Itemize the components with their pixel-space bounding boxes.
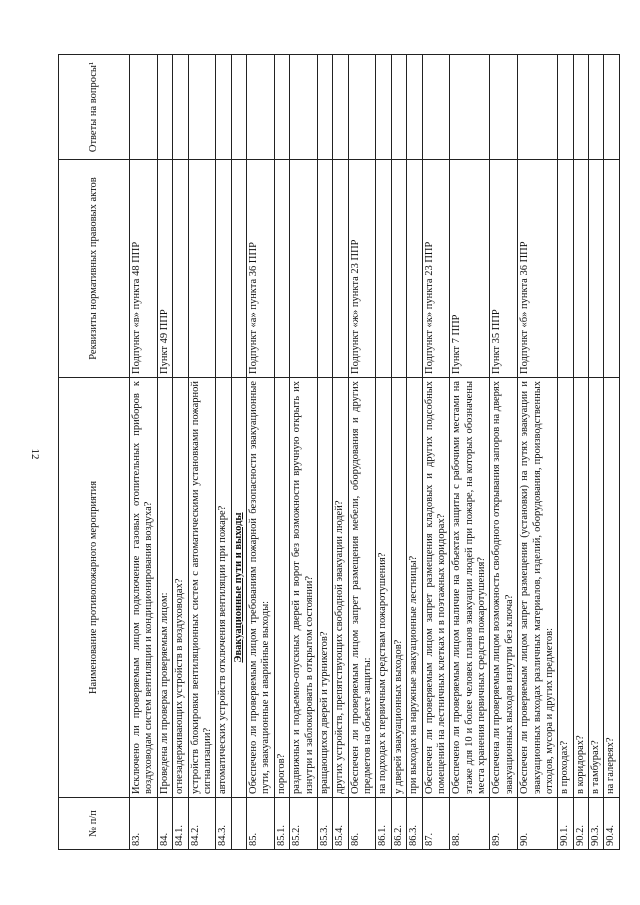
table-row: [173, 55, 188, 850]
row-requisites: [216, 160, 231, 378]
row-answer-cell[interactable]: [407, 55, 422, 160]
header-name: Наименование противопожарного мероприятия: [59, 378, 130, 798]
row-requisites: Подпункт «в» пункта 48 ППР: [130, 160, 158, 378]
table-row: [518, 55, 558, 850]
document-table-wrapper: [58, 55, 617, 850]
row-requisites: Подпункт «ж» пункта 23 ППР: [348, 160, 376, 378]
table-row: [422, 55, 450, 850]
row-requisites: Пункт 49 ППР: [157, 160, 172, 378]
row-answer-cell[interactable]: [518, 55, 558, 160]
row-answer-cell[interactable]: [589, 55, 604, 160]
row-measure: огнезадерживающих устройств в воздуховодах?: [173, 378, 188, 798]
row-requisites: [558, 160, 573, 378]
row-number: 85.1.: [274, 798, 289, 850]
row-measure: в коридорах?: [573, 378, 588, 798]
row-measure: на подходах к первичным средствам пожаротушения?: [376, 378, 391, 798]
row-number: [231, 798, 246, 850]
row-requisites: Подпункт «б» пункта 36 ППР: [518, 160, 558, 378]
row-measure: устройств блокировки вентиляционных систем с автоматическими установками пожарной сигнализации?: [188, 378, 216, 798]
row-number: 90.1.: [558, 798, 573, 850]
table-row: [333, 55, 348, 850]
row-number: 88.: [450, 798, 490, 850]
table-row: [157, 55, 172, 850]
row-requisites: Пункт 35 ППР: [490, 160, 518, 378]
row-number: 85.2.: [290, 798, 318, 850]
row-number: 86.2.: [391, 798, 406, 850]
row-measure: Обеспечен ли проверяемым лицом запрет размещения (установки) на путях эвакуации и эвакуационных выходах различных материалов, изделий, оборудования, производственных отходов, мусора и других предметов:: [518, 378, 558, 798]
row-answer-cell[interactable]: [333, 55, 348, 160]
row-answer-cell[interactable]: [173, 55, 188, 160]
row-number: 84.1.: [173, 798, 188, 850]
row-measure: в тамбурах?: [589, 378, 604, 798]
row-measure: Исключено ли проверяемым лицом подключение газовых отопительных приборов к воздуховодам систем вентиляции и кондиционирования воздуха?: [130, 378, 158, 798]
row-requisites: [604, 160, 619, 378]
row-number: 83.: [130, 798, 158, 850]
row-measure: Обеспечено ли проверяемым лицом требованиям пожарной безопасности эвакуационные пути, эвакуационные и аварийные выходы:: [247, 378, 275, 798]
row-number: 89.: [490, 798, 518, 850]
table-row: [188, 55, 216, 850]
row-measure: порогов?: [274, 378, 289, 798]
row-measure: Обеспечено ли проверяемым лицом наличие на объектах защиты с рабочими местами на этаже для 10 и более человек планов эвакуации людей при пожаре, на которых обозначены места хранения первичных средств пожаротушения?: [450, 378, 490, 798]
row-number: 90.3.: [589, 798, 604, 850]
table-row: [130, 55, 158, 850]
row-number: 90.2.: [573, 798, 588, 850]
table-row: [558, 55, 573, 850]
row-measure: при выходах на наружные эвакуационные лестницы?: [407, 378, 422, 798]
row-measure: вращающихся дверей и турникетов?: [317, 378, 332, 798]
row-number: 90.: [518, 798, 558, 850]
row-measure: на галереях?: [604, 378, 619, 798]
row-measure: Проведена ли проверка проверяемым лицом:: [157, 378, 172, 798]
row-requisites: [407, 160, 422, 378]
header-requisites: Реквизиты нормативных правовых актов: [59, 160, 130, 378]
table-header-row: [59, 55, 130, 850]
row-requisites: [333, 160, 348, 378]
row-answer-cell[interactable]: [231, 55, 246, 160]
row-number: 85.3.: [317, 798, 332, 850]
row-requisites: [173, 160, 188, 378]
row-answer-cell[interactable]: [422, 55, 450, 160]
row-answer-cell[interactable]: [188, 55, 216, 160]
table-row: [391, 55, 406, 850]
row-number: 90.4.: [604, 798, 619, 850]
row-answer-cell[interactable]: [376, 55, 391, 160]
row-number: 87.: [422, 798, 450, 850]
row-answer-cell[interactable]: [290, 55, 318, 160]
table-body: [130, 55, 620, 850]
row-answer-cell[interactable]: [130, 55, 158, 160]
row-requisites: [274, 160, 289, 378]
page-number: 12: [29, 448, 41, 460]
inspection-table: [58, 54, 620, 850]
row-answer-cell[interactable]: [604, 55, 619, 160]
table-row: [348, 55, 376, 850]
table-row: [247, 55, 275, 850]
row-requisites: Подпункт «к» пункта 23 ППР: [422, 160, 450, 378]
table-row: [573, 55, 588, 850]
row-number: 84.2.: [188, 798, 216, 850]
row-requisites: [376, 160, 391, 378]
row-measure: у дверей эвакуационных выходов?: [391, 378, 406, 798]
row-measure: раздвижных и подъемно-опускных дверей и ворот без возможности вручную открыть их изнутри и заблокировать в открытом состоянии?: [290, 378, 318, 798]
row-answer-cell[interactable]: [317, 55, 332, 160]
row-requisites: [290, 160, 318, 378]
row-requisites: [573, 160, 588, 378]
table-row: [490, 55, 518, 850]
row-answer-cell[interactable]: [450, 55, 490, 160]
table-row: [604, 55, 619, 850]
row-measure: Обеспечен ли проверяемым лицом запрет размещения кладовых и других подсобных помещений на лестничных клетках и в поэтажных коридорах?: [422, 378, 450, 798]
row-answer-cell[interactable]: [573, 55, 588, 160]
row-requisites: Подпункт «а» пункта 36 ППР: [247, 160, 275, 378]
table-row: [274, 55, 289, 850]
row-measure: других устройств, препятствующих свободной эвакуации людей?: [333, 378, 348, 798]
table-row: [407, 55, 422, 850]
row-answer-cell[interactable]: [348, 55, 376, 160]
row-number: 86.: [348, 798, 376, 850]
header-num: № п/п: [59, 798, 130, 850]
header-answers: Ответы на вопросы¹: [59, 55, 130, 160]
table-row: [317, 55, 332, 850]
row-number: 85.4.: [333, 798, 348, 850]
row-answer-cell[interactable]: [157, 55, 172, 160]
row-requisites: Пункт 7 ППР: [450, 160, 490, 378]
row-answer-cell[interactable]: [247, 55, 275, 160]
row-requisites: [188, 160, 216, 378]
row-answer-cell[interactable]: [274, 55, 289, 160]
row-number: 84.: [157, 798, 172, 850]
row-requisites: [231, 160, 246, 378]
table-row: [290, 55, 318, 850]
row-answer-cell[interactable]: [558, 55, 573, 160]
row-answer-cell[interactable]: [490, 55, 518, 160]
row-measure: автоматических устройств отключения вентиляции при пожаре?: [216, 378, 231, 798]
row-requisites: [589, 160, 604, 378]
row-answer-cell[interactable]: [391, 55, 406, 160]
table-row: [216, 55, 231, 850]
row-number: 84.3.: [216, 798, 231, 850]
row-answer-cell[interactable]: [216, 55, 231, 160]
row-measure: в проходах?: [558, 378, 573, 798]
row-requisites: [317, 160, 332, 378]
section-header-row: [231, 55, 246, 850]
table-row: [376, 55, 391, 850]
row-number: 85.: [247, 798, 275, 850]
table-row: [450, 55, 490, 850]
row-measure: Обеспечен ли проверяемым лицом запрет размещения мебели, оборудования и других предметов на объекте защиты:: [348, 378, 376, 798]
table-row: [589, 55, 604, 850]
row-number: 86.1.: [376, 798, 391, 850]
section-title: Эвакуационные пути и выходы: [231, 378, 246, 798]
row-measure: Обеспечена ли проверяемым лицом возможность свободного открывания запоров на дверях эвакуационных выходов изнутри без ключа?: [490, 378, 518, 798]
row-number: 86.3.: [407, 798, 422, 850]
row-requisites: [391, 160, 406, 378]
